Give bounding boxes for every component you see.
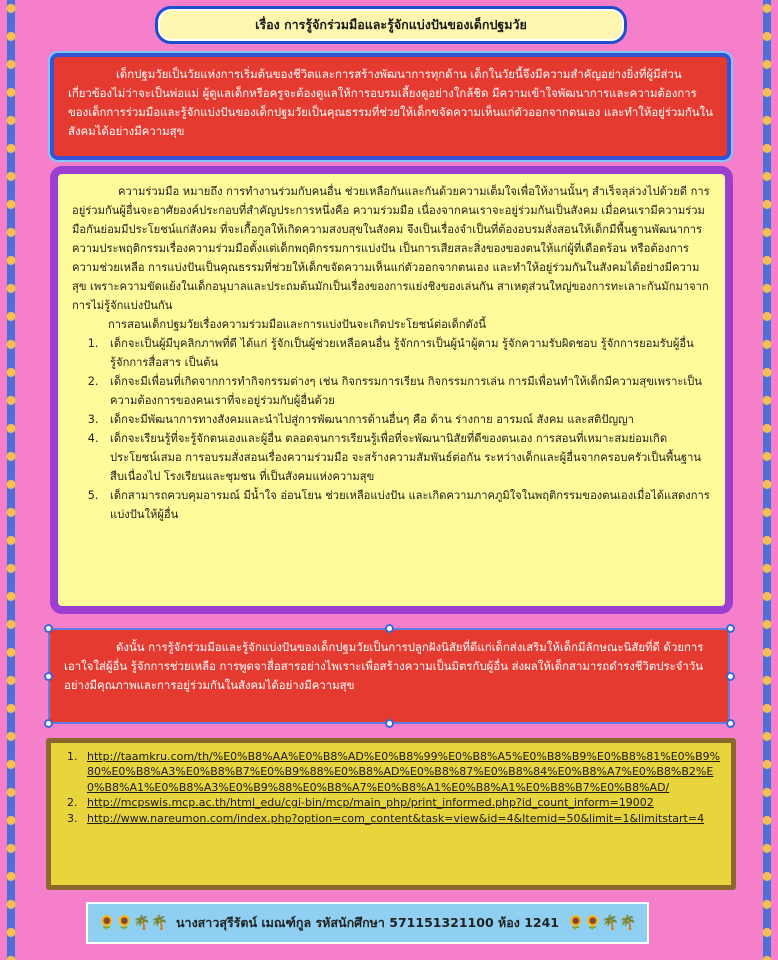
flower-palm-icon: 🌻🌻🌴🌴 [567, 915, 637, 931]
list-item: 2. เด็กจะมีเพื่อนที่เกิดจากการทำกิจกรรมต่างๆ เช่น กิจกรรมการเรียน กิจกรรมการเล่น การมีเพื่อนทำให้เด็กมีความสุขเพราะเป็นความต้องการของคนเราที่จะอยู่ร่วมกับผู้อื่นด้วย [102, 372, 711, 410]
reference-link[interactable]: http://www.nareumon.com/index.php?option=com_content&task=view&id=4&Itemid=50&limit=1&limitstart=4 [87, 811, 705, 825]
list-item: 5. เด็กสามารถควบคุมอารมณ์ มีน้ำใจ อ่อนโยน ช่วยเหลือแบ่งปัน และเกิดความภาคภูมิใจในพฤติกรรมของตนเองเมื่อได้แสดงการแบ่งปันให้ผู้อื่น [102, 486, 711, 524]
resize-handle-top-center[interactable] [385, 624, 394, 633]
left-border-decoration [0, 0, 22, 960]
list-item [81, 811, 723, 826]
list-item: 3. เด็กจะมีพัฒนาการทางสังคมและนำไปสู่การพัฒนาการด้านอื่นๆ คือ ด้าน ร่างกาย อารมณ์ สังคม และสติปัญญา [102, 410, 711, 429]
right-border-decoration [756, 0, 778, 960]
conclusion-paragraph: ดังนั้น การรู้จักร่วมมือและรู้จักแบ่งปันของเด็กปฐมวัยเป็นการปลูกฝังนิสัยที่ดีแก่เด็กส่งเสริมให้เด็กมีลักษณะนิสัยที่ดี ด้วยการเอาใจใส่ผู้อื่น รู้จักการช่วยเหลือ การพูดจาสื่อสารอย่างไพเราะเพื่อสร้างความเป็นมิตรกับผู้อื่น ส่งผลให้เด็กสามารถดำรงชีวิตประจำวันอย่างมีคุณภาพและการอยู่ร่วมกันในสังคมได้อย่างมีความสุข [64, 640, 704, 692]
resize-handle-top-left[interactable] [44, 624, 53, 633]
intro-paragraph: เด็กปฐมวัยเป็นวัยแห่งการเริ่มต้นของชีวิตและการสร้างพัฒนาการทุกด้าน เด็กในวัยนี้จึงมีความสำคัญอย่างยิ่งที่ผู้มีส่วนเกี่ยวข้องไม่ว่าจะเป็นพ่อแม่ ผู้ดูแลเด็กหรือครูจะต้องดูแลให้การอบรมเลี้ยงดูอย่างใกล้ชิด มีความเข้าใจพัฒนาการและความต้องการของเด็กการร่วมมือและรู้จักแบ่งปันของเด็กปฐมวัยเป็นคุณธรรมที่ช่วยให้เด็กขจัดความเห็นแก่ตัวออกจากตนเอง และทำให้อยู่ร่วมกันในสังคมได้อย่างมีความสุข [68, 67, 713, 138]
list-item [81, 795, 723, 810]
resize-handle-top-right[interactable] [726, 624, 735, 633]
page-title [155, 6, 627, 44]
author-text: นางสาวสุรีรัตน์ เมณฑ์กูล รหัสนักศึกษา 571151321100 ห้อง 1241 [176, 915, 559, 930]
conclusion-textbox[interactable] [48, 628, 730, 724]
intro-textbox [50, 53, 731, 160]
references-list [59, 749, 723, 826]
reference-link[interactable]: http://taamkru.com/th/%E0%B8%AA%E0%B8%AD%E0%B8%99%E0%B8%A5%E0%B8%B9%E0%B8%81%E0%B9%80%E0%B8%A3%E0%B8%B7%E0%B9%88%E0%B8%AD%E0%B8%87%E0%B8%84%E0%B8%A7%E0%B8%B2%E0%B8%A1%E0%B8%A3%E0%B9%88%E0%B8%A7%E0%B8%A1%E0%B8%A1%E0%B8%B7%E0%B8%AD/ [87, 750, 721, 794]
list-item [81, 749, 723, 795]
page-title-text: เรื่อง การรู้จักร่วมมือและรู้จักแบ่งปันของเด็กปฐมวัย [255, 17, 527, 32]
resize-handle-bottom-center[interactable] [385, 719, 394, 728]
resize-handle-middle-left[interactable] [44, 672, 53, 681]
definition-paragraph: ความร่วมมือ หมายถึง การทำงานร่วมกับคนอื่น ช่วยเหลือกันและกันด้วยความเต็มใจเพื่อให้งานนั้นๆ สำเร็จลุล่วงไปด้วยดี การอยู่ร่วมกันผู้อื่นจะอาศัยองค์ประกอบที่สำคัญประการหนึ่งคือ ความร่วมมือ เนื่องจากคนเราจะอยู่ร่วมกันเป็นสังคม เมื่อคนเรามีความร่วมมือกันย่อมมีประโยชน์แก่สังคม ที่จะเกื้อกูลให้เกิดความสงบสุขในสังคม จึงเป็นเรื่องจำเป็นที่ต้องอบรมสั่งสอนให้เด็กมีพื้นฐานพัฒนาการความประพฤติกรรมเรื่องความร่วมมือตั้งแต่เด็กพฤติกรรมการแบ่งปัน เป็นการเสียสละสิ่งของของตนให้แก่ผู้ที่เดือดร้อน หรือต้องการความช่วยเหลือ การแบ่งปันเป็นคุณธรรมที่ช่วยให้เด็กขจัดความเห็นแก่ตัวออกจากตนเอง และทำให้อยู่ร่วมกันในสังคมได้อย่างมีความสุข เพราะความขัดแย้งในเด็กอนุบาลและประถมต้นมักเป็นเรื่องของการแย่งชิงของเล่นกัน สาเหตุส่วนใหญ่ของการทะเลาะกันมักมาจากการไม่รู้จักแบ่งปันกัน [72, 185, 710, 312]
main-content-box [50, 166, 733, 614]
reference-link[interactable]: http://mcpswis.mcp.ac.th/html_edu/cgi-bin/mcp/main_php/print_informed.php?id_count_inform=19002 [87, 796, 654, 810]
resize-handle-bottom-right[interactable] [726, 719, 735, 728]
list-item: 4. เด็กจะเรียนรู้ที่จะรู้จักตนเองและผู้อื่น ตลอดจนการเรียนรู้เพื่อที่จะพัฒนานิสัยที่ดีของตนเอง การสอนที่เหมาะสมย่อมเกิดประโยชน์เสมอ การอบรมสั่งสอนเรื่องความร่วมมือ จะสร้างความสัมพันธ์ต่อกัน ระหว่างเด็กและผู้อื่นจากครอบครัวเป็นพื้นฐาน สืบเนื่องไป โรงเรียนและชุมชน ที่เป็นสังคมแห่งความสุข [102, 429, 711, 486]
flower-palm-icon: 🌻🌻🌴🌴 [98, 915, 168, 931]
benefits-intro: การสอนเด็กปฐมวัยเรื่องความร่วมมือและการแบ่งปันจะเกิดประโยชน์ต่อเด็กดังนี้ [108, 318, 487, 331]
resize-handle-bottom-left[interactable] [44, 719, 53, 728]
benefits-list [72, 334, 711, 524]
author-footer [86, 902, 649, 944]
references-box [46, 738, 736, 890]
resize-handle-middle-right[interactable] [726, 672, 735, 681]
list-item: 1. เด็กจะเป็นผู้มีบุคลิกภาพที่ดี ได้แก่ รู้จักเป็นผู้ช่วยเหลือคนอื่น รู้จักการเป็นผู้นำผู้ตาม รู้จักความรับผิดชอบ รู้จักการยอมรับผู้อื่น รู้จักการสื่อสาร เป็นต้น [102, 334, 711, 372]
